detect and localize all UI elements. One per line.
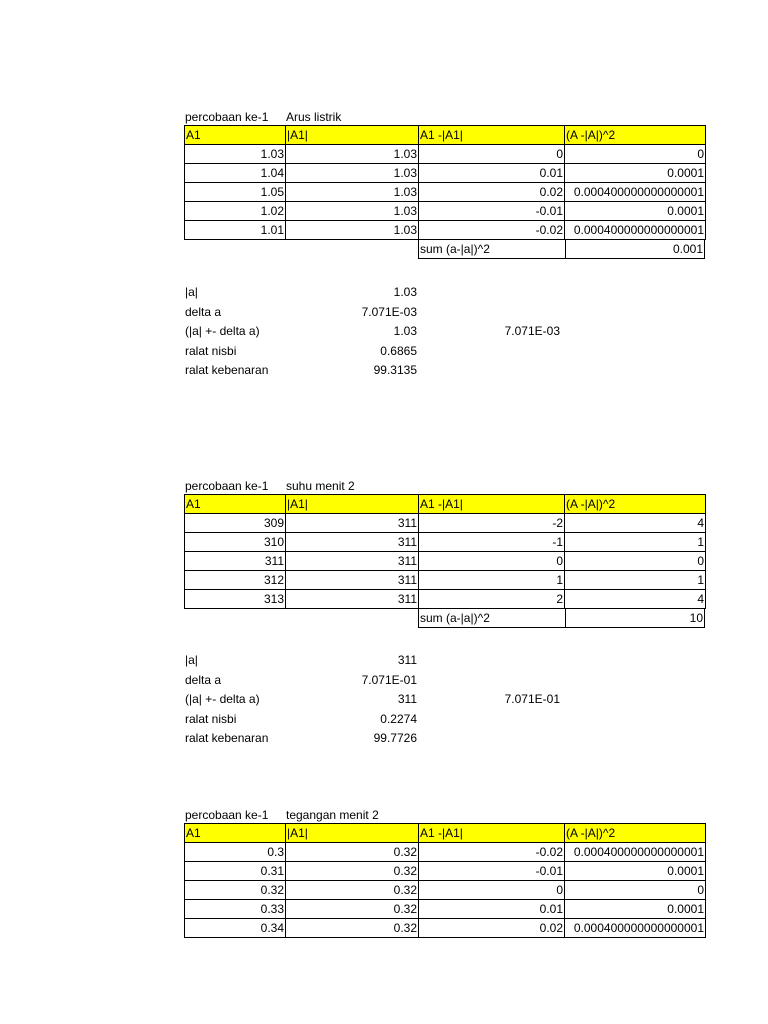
table-cell[interactable]: -0.02	[419, 221, 565, 240]
table-row	[185, 533, 706, 552]
table-cell[interactable]: 0.02	[419, 183, 565, 202]
table-cell[interactable]: 311	[286, 552, 419, 571]
table-cell[interactable]: 0	[565, 552, 706, 571]
table-cell[interactable]: 0.0001	[565, 202, 706, 221]
sum-row	[184, 240, 705, 259]
table-cell[interactable]: 0.33	[185, 900, 286, 919]
table-cell[interactable]: 0.0001	[565, 862, 706, 881]
stats-arus-listrik	[184, 283, 705, 381]
table-row	[185, 843, 706, 862]
table-row	[185, 164, 706, 183]
stat-value[interactable]: 0.6865	[380, 343, 417, 358]
header-cell[interactable]: A1	[185, 824, 286, 843]
stat-row-delta	[184, 671, 705, 691]
stat-value[interactable]: 1.03	[393, 285, 417, 299]
table-cell[interactable]: 1.01	[185, 221, 286, 240]
stat-value-extra[interactable]: 7.071E-01	[504, 692, 560, 706]
stat-value[interactable]: 7.071E-03	[361, 304, 417, 319]
table-cell[interactable]: 311	[286, 514, 419, 533]
table-cell[interactable]: 0.32	[185, 881, 286, 900]
table-cell[interactable]: 0.000400000000000001	[565, 183, 706, 202]
header-cell[interactable]: (A -|A|)^2	[565, 126, 706, 145]
table-cell[interactable]: 4	[565, 590, 706, 609]
stat-row-ralat-kebenaran	[184, 361, 705, 381]
header-cell[interactable]: A1 -|A1|	[419, 126, 565, 145]
stat-value[interactable]: 99.3135	[373, 363, 417, 377]
table-cell[interactable]: 0	[419, 881, 565, 900]
stat-label[interactable]: |a|	[185, 285, 198, 299]
stat-row-ralat-nisbi	[184, 710, 705, 730]
table-cell[interactable]: 0	[565, 881, 706, 900]
stat-label[interactable]: (|a| +- delta a)	[185, 692, 260, 706]
stat-label[interactable]: ralat kebenaran	[185, 363, 269, 377]
table-cell[interactable]: 311	[286, 571, 419, 590]
stat-label[interactable]: delta a	[185, 304, 222, 319]
header-cell[interactable]: |A1|	[286, 824, 419, 843]
table-row	[185, 919, 706, 938]
title-right: suhu menit 2	[286, 479, 355, 493]
title-left: percobaan ke-1	[185, 479, 269, 493]
stat-label[interactable]: ralat nisbi	[185, 343, 237, 358]
table-cell[interactable]: 0	[419, 145, 565, 164]
table-row	[185, 862, 706, 881]
table-cell[interactable]: 0.000400000000000001	[565, 221, 706, 240]
section-title	[184, 807, 705, 823]
table-cell[interactable]: 311	[286, 533, 419, 552]
table-cell[interactable]: 309	[185, 514, 286, 533]
stat-value[interactable]: 99.7726	[373, 731, 417, 745]
table-cell[interactable]: 0.3	[185, 843, 286, 862]
sum-row	[184, 609, 705, 628]
table-cell[interactable]: 2	[419, 590, 565, 609]
table-cell[interactable]: -1	[419, 533, 565, 552]
table-cell[interactable]: 0.32	[286, 843, 419, 862]
title-right: tegangan menit 2	[286, 808, 379, 822]
table-row	[185, 514, 706, 533]
section-title	[184, 478, 705, 494]
header-cell[interactable]: A1	[185, 126, 286, 145]
table-cell[interactable]: 1.03	[286, 145, 419, 164]
stat-row-mean	[184, 651, 705, 671]
sum-label[interactable]: sum (a-|a|)^2	[418, 240, 566, 259]
table-row	[185, 552, 706, 571]
stats-suhu	[184, 651, 705, 749]
table-cell[interactable]: 0.32	[286, 862, 419, 881]
table-cell[interactable]: 0.000400000000000001	[565, 843, 706, 862]
stat-row-mean	[184, 283, 705, 303]
table-cell[interactable]: 313	[185, 590, 286, 609]
table-cell[interactable]: 0.01	[419, 900, 565, 919]
table-cell[interactable]: 0.0001	[565, 900, 706, 919]
table-cell[interactable]: 312	[185, 571, 286, 590]
stat-value[interactable]: 1.03	[393, 324, 417, 338]
table-cell[interactable]: 0.32	[286, 919, 419, 938]
table-cell[interactable]: 1.05	[185, 183, 286, 202]
table-cell[interactable]: -0.02	[419, 843, 565, 862]
table-cell[interactable]: 311	[185, 552, 286, 571]
table-cell[interactable]: 0.31	[185, 862, 286, 881]
stat-value[interactable]: 311	[397, 692, 417, 706]
table-cell[interactable]: -0.01	[419, 202, 565, 221]
table-cell[interactable]: 1	[565, 533, 706, 552]
table-cell[interactable]: 1.02	[185, 202, 286, 221]
table-cell[interactable]: 1.03	[185, 145, 286, 164]
table-cell[interactable]: 1.03	[286, 202, 419, 221]
data-table	[184, 125, 706, 240]
stat-label[interactable]: ralat nisbi	[185, 711, 237, 726]
table-cell[interactable]: 0	[565, 145, 706, 164]
section-title	[184, 109, 705, 125]
table-row	[185, 202, 706, 221]
stat-value[interactable]: 311	[397, 653, 417, 667]
stat-row-result	[184, 322, 705, 342]
header-cell[interactable]: (A -|A|)^2	[565, 824, 706, 843]
table-row	[185, 881, 706, 900]
header-cell[interactable]: |A1|	[286, 126, 419, 145]
stat-label[interactable]: (|a| +- delta a)	[185, 324, 260, 338]
header-cell[interactable]: |A1|	[286, 495, 419, 514]
section-suhu	[184, 478, 705, 628]
table-cell[interactable]: 4	[565, 514, 706, 533]
header-cell[interactable]: A1 -|A1|	[419, 824, 565, 843]
sum-value[interactable]: 0.001	[564, 240, 705, 259]
table-cell[interactable]: 0.0001	[565, 164, 706, 183]
table-cell[interactable]: 1.03	[286, 164, 419, 183]
table-cell[interactable]: 1	[419, 571, 565, 590]
header-cell[interactable]: A1	[185, 495, 286, 514]
table-row	[185, 183, 706, 202]
table-cell[interactable]: 311	[286, 590, 419, 609]
stat-label[interactable]: delta a	[185, 672, 222, 687]
table-row	[185, 145, 706, 164]
table-cell[interactable]: 1.03	[286, 183, 419, 202]
data-table	[184, 823, 706, 938]
table-cell[interactable]: 0.01	[419, 164, 565, 183]
stat-label[interactable]: ralat kebenaran	[185, 731, 269, 745]
section-arus-listrik	[184, 109, 705, 259]
table-cell[interactable]: 0.32	[286, 881, 419, 900]
stat-row-ralat-nisbi	[184, 342, 705, 362]
header-row	[185, 495, 706, 514]
table-cell[interactable]: 1.04	[185, 164, 286, 183]
table-cell[interactable]: 0	[419, 552, 565, 571]
stat-row-result	[184, 690, 705, 710]
sum-label[interactable]: sum (a-|a|)^2	[418, 609, 566, 628]
title-left: percobaan ke-1	[185, 110, 269, 124]
stat-row-delta	[184, 303, 705, 323]
table-cell[interactable]: -0.01	[419, 862, 565, 881]
table-row	[185, 900, 706, 919]
stat-value-extra[interactable]: 7.071E-03	[504, 324, 560, 338]
header-cell[interactable]: (A -|A|)^2	[565, 495, 706, 514]
table-cell[interactable]: 0.02	[419, 919, 565, 938]
table-cell[interactable]: 0.34	[185, 919, 286, 938]
table-row	[185, 221, 706, 240]
table-cell[interactable]: 0.000400000000000001	[565, 919, 706, 938]
stat-label[interactable]: |a|	[185, 653, 198, 667]
sum-value[interactable]: 10	[564, 609, 705, 628]
table-cell[interactable]: -2	[419, 514, 565, 533]
stat-value[interactable]: 0.2274	[380, 711, 417, 726]
header-row	[185, 824, 706, 843]
data-table	[184, 494, 706, 609]
header-cell[interactable]: A1 -|A1|	[419, 495, 565, 514]
stat-row-ralat-kebenaran	[184, 729, 705, 749]
table-cell[interactable]: 1	[565, 571, 706, 590]
table-cell[interactable]: 310	[185, 533, 286, 552]
table-cell[interactable]: 1.03	[286, 221, 419, 240]
section-tegangan	[184, 807, 705, 938]
title-left: percobaan ke-1	[185, 808, 269, 822]
title-right: Arus listrik	[286, 110, 342, 124]
table-cell[interactable]: 0.32	[286, 900, 419, 919]
table-row	[185, 571, 706, 590]
stat-value[interactable]: 7.071E-01	[361, 672, 417, 687]
header-row	[185, 126, 706, 145]
table-row	[185, 590, 706, 609]
